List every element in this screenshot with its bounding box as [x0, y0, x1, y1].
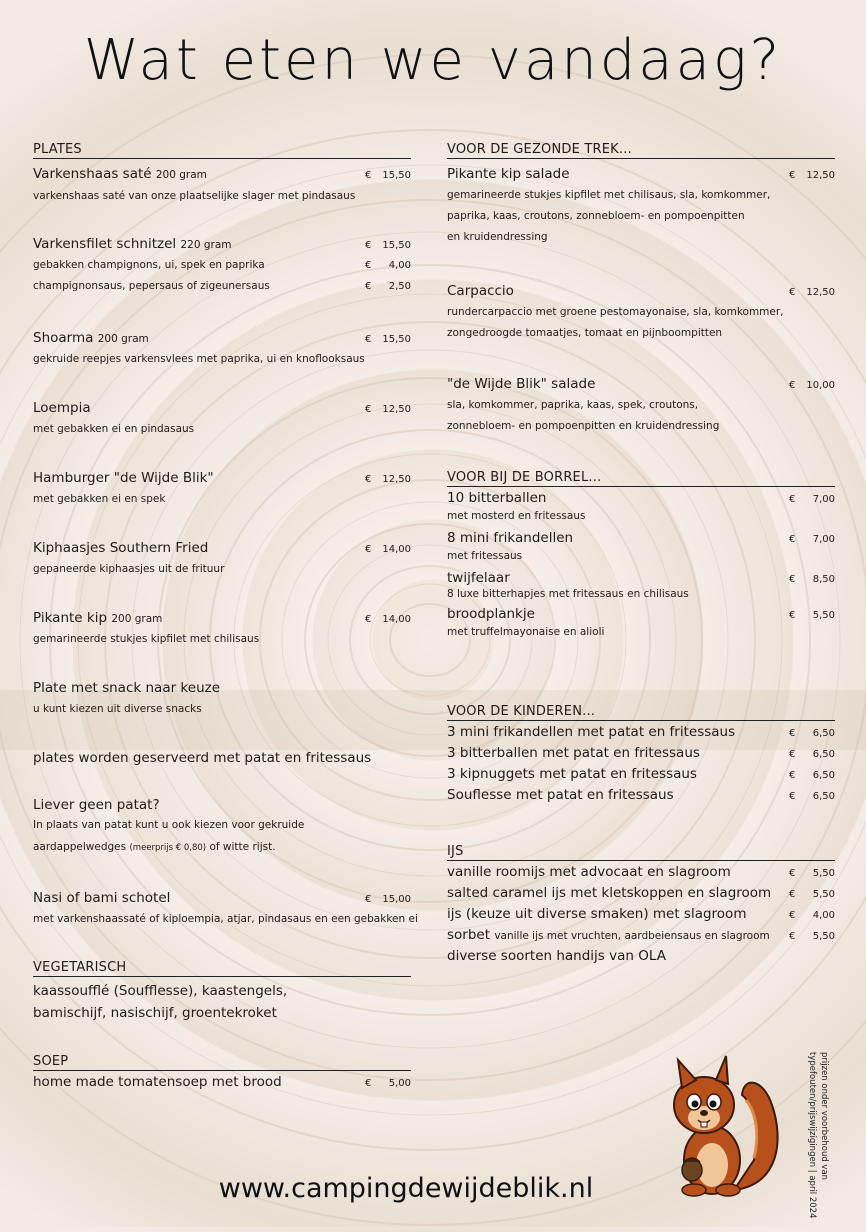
item-description: met truffelmayonaise en alioli: [447, 626, 605, 638]
menu-item: [33, 166, 411, 202]
item-price: 14,00: [382, 614, 411, 625]
item-name: Souflesse met patat en fritessaus: [447, 787, 674, 803]
item-name: Shoarma: [33, 330, 94, 346]
menu-item: [33, 890, 418, 925]
euro-sign: €: [789, 931, 796, 942]
euro-sign: €: [365, 544, 372, 555]
section-heading-kinderen: VOOR DE KINDEREN...: [447, 704, 835, 721]
item-price: 12,50: [382, 474, 411, 485]
alternative-block: [33, 797, 411, 853]
item-description: met fritessaus: [447, 550, 523, 562]
euro-sign: €: [789, 910, 796, 921]
item-price: 6,50: [812, 770, 835, 781]
item-description: met gebakken ei en pindasaus: [33, 423, 195, 435]
section-soep: [33, 1054, 411, 1090]
item-price: 8,50: [812, 574, 835, 585]
item-description: met varkenshaassaté of kiploempia, atjar, pindasaus en een gebakken ei: [33, 913, 418, 925]
euro-sign: €: [789, 380, 796, 391]
alternative-wedges: aardappelwedges: [33, 841, 127, 853]
euro-sign: €: [789, 889, 796, 900]
menu-item: [447, 376, 835, 432]
euro-sign: €: [789, 610, 796, 621]
item-price: 15,50: [382, 334, 411, 345]
euro-sign: €: [365, 260, 372, 271]
menu-item: [447, 166, 835, 243]
item-description: rundercarpaccio met groene pestomayonaise, sla, komkommer,: [447, 306, 784, 318]
item-description: gemarineerde stukjes kipfilet met chilisaus, sla, komkommer,: [447, 189, 771, 201]
euro-sign: €: [365, 474, 372, 485]
item-description: zonnebloem- en pompoenpitten en kruidendressing: [447, 420, 720, 432]
euro-sign: €: [789, 494, 796, 505]
alternative-title: Liever geen patat?: [33, 797, 160, 813]
item-description: vanille ijs met vruchten, aardbeiensaus en slagroom: [494, 930, 770, 942]
euro-sign: €: [365, 240, 372, 251]
page-title: Wat eten we vandaag?: [83, 28, 783, 93]
item-description: sla, komkommer, paprika, kaas, spek, croutons,: [447, 399, 699, 411]
item-price: 5,50: [812, 931, 835, 942]
item-name: Varkensfilet schnitzel: [33, 236, 177, 252]
item-name: Loempia: [33, 400, 91, 416]
item-name: 3 kipnuggets met patat en fritessaus: [447, 766, 697, 782]
menu-item: [447, 530, 835, 562]
item-price: 5,50: [812, 889, 835, 900]
right-column: [447, 142, 835, 964]
section-heading-ijs: IJS: [447, 844, 835, 861]
item-price: 15,50: [382, 240, 411, 251]
item-price: 5,50: [812, 610, 835, 621]
section-borrel: [447, 470, 835, 638]
euro-sign: €: [365, 614, 372, 625]
item-description: u kunt kiezen uit diverse snacks: [33, 703, 202, 715]
euro-sign: €: [365, 404, 372, 415]
item-description: gepaneerde kiphaasjes uit de frituur: [33, 563, 225, 575]
section-heading-plates: PLATES: [33, 142, 411, 159]
item-name: home made tomatensoep met brood: [33, 1074, 282, 1090]
item-price: 5,00: [388, 1078, 411, 1089]
item-price: 6,50: [812, 749, 835, 760]
item-name: vanille roomijs met advocaat en slagroom: [447, 864, 731, 880]
item-extra: gebakken champignons, ui, spek en paprika: [33, 259, 265, 271]
item-price: 12,50: [382, 404, 411, 415]
extra-price: 4,00: [388, 260, 411, 271]
euro-sign: €: [789, 770, 796, 781]
disclaimer-line: typefouten/prijswijzigingen | april 2024: [807, 1052, 817, 1219]
item-price: 15,00: [382, 894, 411, 905]
item-extra: champignonsaus, pepersaus of zigeunersaus: [33, 280, 270, 292]
item-weight: 200 gram: [155, 169, 207, 181]
vegetarian-line: bamischijf, nasischijf, groentekroket: [33, 1005, 277, 1021]
menu-item: [33, 540, 411, 575]
euro-sign: €: [365, 281, 372, 292]
item-description: zongedroogde tomaatjes, tomaat en pijnboompitten: [447, 327, 723, 339]
item-name: 3 mini frikandellen met patat en fritessaus: [447, 724, 736, 740]
item-name: twijfelaar: [447, 570, 510, 586]
alternative-rice: of witte rijst.: [209, 841, 276, 853]
menu-item: [33, 470, 411, 505]
item-description: en kruidendressing: [447, 231, 548, 243]
menu-item: [33, 400, 411, 435]
item-price: 10,00: [806, 380, 835, 391]
item-price: 12,50: [806, 287, 835, 298]
item-price: 15,50: [382, 170, 411, 181]
euro-sign: €: [789, 534, 796, 545]
item-price: 7,00: [812, 494, 835, 505]
menu-item: [33, 236, 411, 292]
section-heading-gezond: VOOR DE GEZONDE TREK...: [447, 142, 835, 159]
item-name: salted caramel ijs met kletskoppen en slagroom: [447, 885, 772, 901]
plates-note: plates worden geserveerd met patat en fritessaus: [33, 750, 372, 766]
item-description: gekruide reepjes varkensvlees met paprika, ui en knoflooksaus: [33, 353, 365, 365]
item-name: broodplankje: [447, 606, 535, 622]
item-name: Pikante kip: [33, 610, 108, 626]
left-column: [33, 142, 418, 1090]
menu-item: [33, 610, 411, 645]
item-description: 8 luxe bitterhapjes met fritessaus en chilisaus: [447, 588, 689, 600]
item-description: met mosterd en fritessaus: [447, 510, 586, 522]
item-name: Varkenshaas saté: [33, 166, 152, 182]
item-price: 14,00: [382, 544, 411, 555]
item-name: sorbet: [447, 927, 491, 943]
section-heading-vegetarisch: VEGETARISCH: [33, 960, 411, 977]
surcharge-note: (meerprijs € 0,80): [129, 843, 207, 853]
item-price: 6,50: [812, 728, 835, 739]
item-name: 3 bitterballen met patat en fritessaus: [447, 745, 700, 761]
item-description: paprika, kaas, croutons, zonnebloem- en pompoenpitten: [447, 210, 745, 222]
item-price: 6,50: [812, 791, 835, 802]
menu-item: [447, 283, 835, 339]
section-kinderen: [447, 704, 835, 803]
item-name: Nasi of bami schotel: [33, 890, 171, 906]
item-description: gemarineerde stukjes kipfilet met chilisaus: [33, 633, 260, 645]
euro-sign: €: [789, 791, 796, 802]
section-vegetarisch: [33, 960, 411, 1021]
item-description: varkenshaas saté van onze plaatselijke slager met pindasaus: [33, 190, 356, 202]
item-price: 7,00: [812, 534, 835, 545]
item-name: diverse soorten handijs van OLA: [447, 948, 666, 964]
item-name: ijs (keuze uit diverse smaken) met slagroom: [447, 906, 747, 922]
item-name: Kiphaasjes Southern Fried: [33, 540, 209, 556]
euro-sign: €: [789, 574, 796, 585]
euro-sign: €: [365, 894, 372, 905]
menu-item: [33, 680, 411, 715]
euro-sign: €: [365, 334, 372, 345]
menu-item: [447, 606, 835, 638]
item-name: Carpaccio: [447, 283, 514, 299]
vegetarian-line: kaassoufflé (Soufflesse), kaastengels,: [33, 983, 288, 999]
menu-item: [447, 490, 835, 522]
item-price: 4,00: [812, 910, 835, 921]
item-name: "de Wijde Blik" salade: [447, 376, 596, 392]
euro-sign: €: [789, 749, 796, 760]
item-description: met gebakken ei en spek: [33, 493, 166, 505]
menu-item: [33, 330, 411, 365]
euro-sign: €: [365, 170, 372, 181]
section-heading-soep: SOEP: [33, 1054, 411, 1071]
item-weight: 200 gram: [97, 333, 149, 345]
website-url[interactable]: www.campingdewijdeblik.nl: [218, 1173, 594, 1204]
item-name: Pikante kip salade: [447, 166, 570, 182]
item-weight: 220 gram: [180, 239, 232, 251]
item-weight: 200 gram: [111, 613, 163, 625]
item-name: Hamburger "de Wijde Blik": [33, 470, 214, 486]
euro-sign: €: [789, 728, 796, 739]
item-name: 8 mini frikandellen: [447, 530, 574, 546]
euro-sign: €: [789, 287, 796, 298]
euro-sign: €: [365, 1078, 372, 1089]
price-disclaimer: [770, 1052, 830, 1232]
section-ijs: [447, 844, 835, 964]
extra-price: 2,50: [388, 281, 411, 292]
item-price: 12,50: [806, 170, 835, 181]
euro-sign: €: [789, 868, 796, 879]
item-name: 10 bitterballen: [447, 490, 547, 506]
euro-sign: €: [789, 170, 796, 181]
alternative-line: In plaats van patat kunt u ook kiezen voor gekruide: [33, 819, 305, 831]
item-price: 5,50: [812, 868, 835, 879]
menu-item: [447, 570, 835, 600]
section-heading-borrel: VOOR BIJ DE BORREL...: [447, 470, 835, 487]
disclaimer-line: prijzen onder voorbehoud van: [819, 1052, 829, 1181]
item-name: Plate met snack naar keuze: [33, 680, 221, 696]
